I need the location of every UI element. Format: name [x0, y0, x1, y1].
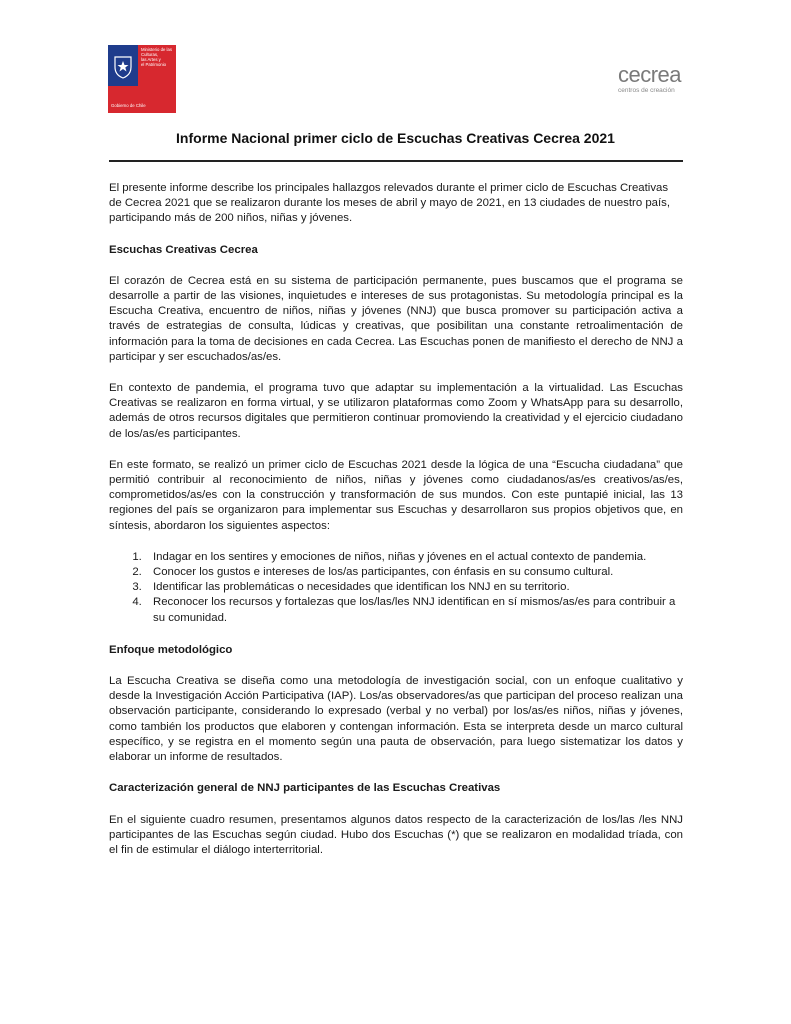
logo-red-block-bottom [108, 86, 176, 113]
cecrea-logo-wordmark: cecrea [618, 62, 682, 87]
section-heading-escuchas: Escuchas Creativas Cecrea [109, 243, 258, 256]
section-heading-caracterizacion: Caracterización general de NNJ participantes de las Escuchas Creativas [109, 782, 501, 795]
title-divider [109, 160, 683, 162]
list-item: 4. Reconocer los recursos y fortalezas que los/las/les NNJ identifican en sí mismos/as/es para contribuir a su comunidad. [145, 595, 683, 625]
list-item: 2. Conocer los gustos e intereses de los/as participantes, con énfasis en su consumo cultural. [145, 565, 683, 580]
paragraph-cuadro-resumen: En el siguiente cuadro resumen, presentamos algunos datos respecto de la caracterización de los/las /les NNJ participantes de las Escuchas según ciudad. Hubo dos Escuchas (*) que se realizaron en modalidad tríada, con el fin de estimular el diálogo interterritorial. [109, 813, 683, 856]
list-item: 3. Identificar las problemáticas o necesidades que identifican los NNJ en su territorio. [145, 580, 683, 595]
ministry-logo-subtitle: Gobierno de Chile [111, 103, 146, 108]
document-title: Informe Nacional primer ciclo de Escuchas Creativas Cecrea 2021 [176, 130, 615, 146]
intro-paragraph: El presente informe describe los principales hallazgos relevados durante el primer ciclo de Escuchas Creativas de Cecrea 2021 que se realizaron durante los meses de abril y mayo de 2021, en 13 ciudades de nuestro país, participando más de 200 niños, niñas y jóvenes. [109, 182, 671, 225]
paragraph-metodologia: La Escucha Creativa se diseña como una metodología de investigación social, con un enfoque cualitativo y desde la Investigación Acción Participativa (IAP). Los/as observadores/as que participan del proceso realizan una observación participante, considerando lo expresado (verbal y no verbal) por los/as/es niños, niñas y jóvenes, como también los productos que elaboren y contengan información. Esta se interpreta desde un marco cultural específico, y se registra en el momento según una pauta de observación, para luego sistematizar los datos y elaborar un informe de resultados. [109, 675, 683, 764]
paragraph-formato: En este formato, se realizó un primer ciclo de Escuchas 2021 desde la lógica de una “Escucha ciudadana” que permitió contribuir al reconocimiento de niños, niñas y jóvenes como ciudadanos/as/es creativos/as/es, comprometidos/as/es con la construcción y transformación de sus mundos. Con este puntapié inicial, las 13 regiones del país se organizaron para implementar sus Escuchas y desarrollaron sus propios objetivos que, en síntesis, abordaron los siguientes aspectos: [109, 458, 683, 532]
paragraph-pandemia: En contexto de pandemia, el programa tuvo que adaptar su implementación a la virtualidad. Las Escuchas Creativas se realizaron en forma virtual, y se utilizaron plataformas como Zoom y WhatsApp para su desarrollo, además de otros recursos digitales que permitieron continuar promoviendo la creatividad y el ejercicio ciudadano de los/as/es participantes. [109, 382, 683, 440]
ministry-logo-text: Ministerio de las Culturas, las Artes y el Patrimonio [141, 47, 173, 67]
cecrea-logo-tagline: centros de creación [618, 87, 675, 94]
paragraph-corazon: El corazón de Cecrea está en su sistema de participación permanente, pues buscamos que el programa se desarrolle a partir de las visiones, inquietudes e intereses de sus protagonistas. Su metodología principal es la Escucha Creativa, encuentro de niños, niñas y jóvenes (NNJ) que busca promover su participación activa a través de estrategias de consulta, lúdicas y creativas, que posibilitan una constante retroalimentación de información para la toma de decisiones en cada Cecrea. Las Escuchas ponen de manifiesto el derecho de NNJ a participar y ser escuchados/as/es. [109, 274, 683, 363]
coat-of-arms-icon [112, 53, 134, 79]
document-body [109, 181, 683, 874]
list-item: 1. Indagar en los sentires y emociones de niños, niñas y jóvenes en el actual contexto de pandemia. [145, 550, 683, 565]
cecrea-logo [618, 64, 688, 100]
section-heading-enfoque: Enfoque metodológico [109, 643, 233, 656]
aspects-list [109, 550, 683, 626]
ministry-logo [108, 45, 176, 113]
